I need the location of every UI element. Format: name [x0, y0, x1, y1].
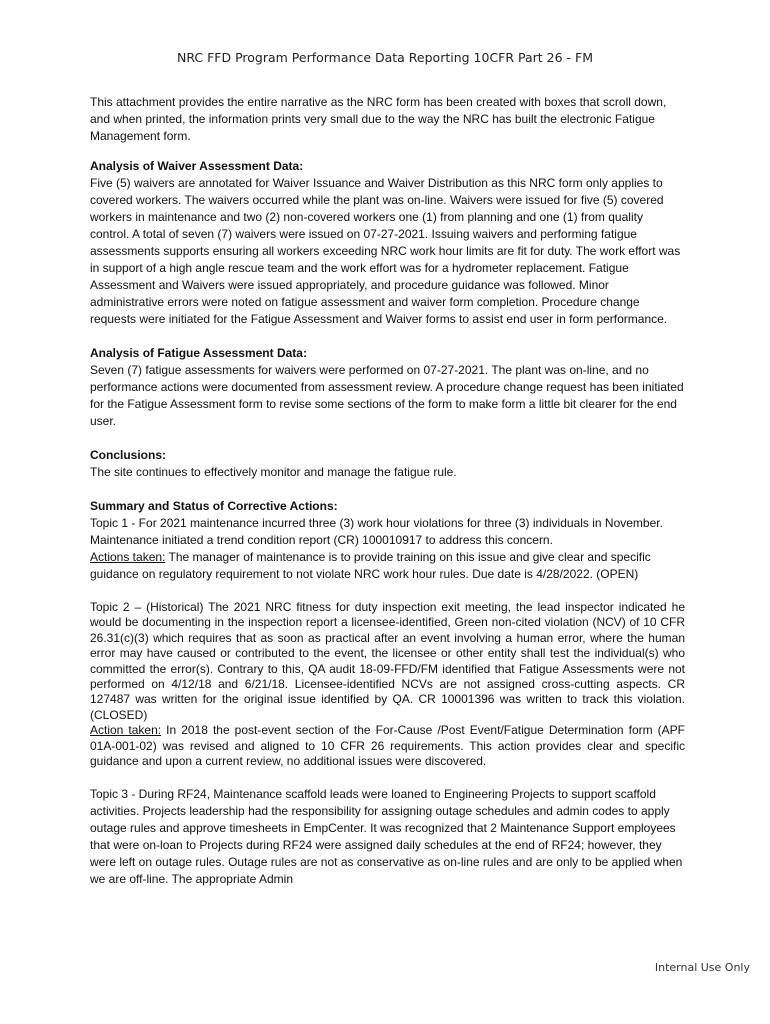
waiver-paragraph: Five (5) waivers are annotated for Waiver Issuance and Waiver Distribution as this NRC form only applies to covered workers. The waivers occurred while the plant was on-line. Waivers were issued for five (5) covered workers in maintenance and two (2) non-covered workers one (1) from planning and one (1) from quality control. A total of seven (7) waivers were issued on 07-27-2021. Issuing waivers and performing fatigue assessments supports ensuring all workers exceeding NRC work hour limits are fit for duty. The work effort was in support of a high angle rescue team and the work effort was for a hydrometer replacement. Fatigue Assessment and Waivers were issued appropriately, and procedure guidance was followed. Minor administrative errors were noted on fatigue assessment and waiver form completion. Procedure change requests were initiated for the Fatigue Assessment and Waiver forms to assist end user in form performance.: [90, 176, 681, 326]
conclusions-paragraph: The site continues to effectively monitor and manage the fatigue rule.: [90, 465, 457, 479]
summary-heading: Summary and Status of Corrective Actions:: [90, 499, 338, 513]
topic2-actions: [90, 723, 685, 769]
fatigue-paragraph: Seven (7) fatigue assessments for waivers were performed on 07-27-2021. The plant was on-line, and no performance actions were documented from assessment review. A procedure change request has been initiated for the Fatigue Assessment form to revise some sections of the form to make form a little bit clearer for the end user.: [90, 363, 684, 428]
conclusions-heading: Conclusions:: [90, 448, 167, 462]
topic1-paragraph: Topic 1 - For 2021 maintenance incurred three (3) work hour violations for three (3) individuals in November. Maintenance initiated a trend condition report (CR) 100010917 to address this concern.: [90, 516, 663, 547]
topic1-actions: [90, 549, 685, 583]
document-body: [90, 94, 685, 888]
intro-paragraph: This attachment provides the entire narrative as the NRC form has been created with boxes that scroll down, and when printed, the information prints very small due to the way the NRC has built the electronic Fatigue Management form.: [90, 95, 667, 143]
waiver-heading: Analysis of Waiver Assessment Data:: [90, 159, 304, 173]
topic2-actions-label: Action taken:: [90, 723, 162, 738]
topic1-actions-text: The manager of maintenance is to provide training on this issue and give clear and specific guidance on regulatory requirement to not violate NRC work hour rules. Due date is 4/28/2022. (OPEN): [90, 550, 651, 581]
topic2-actions-text: In 2018 the post-event section of the For-Cause /Post Event/Fatigue Determination form (APF 01A-001-02) was revised and aligned to 10 CFR 26 requirements. This action provides clear and specific guidance and upon a current review, no additional issues were discovered.: [90, 723, 685, 769]
topic3-paragraph: Topic 3 - During RF24, Maintenance scaffold leads were loaned to Engineering Projects to support scaffold activities. Projects leadership had the responsibility for assigning outage schedules and admin codes to apply outage rules and approve timesheets in EmpCenter. It was recognized that 2 Maintenance Support employees that were on-loan to Projects during RF24 were assigned daily schedules at the end of RF24; however, they were left on outage rules. Outage rules are not as conservative as on-line rules and are only to be applied when we are off-line. The appropriate Admin: [90, 787, 683, 887]
page-header: NRC FFD Program Performance Data Reporting 10CFR Part 26 - FM: [176, 50, 594, 65]
topic2-paragraph: Topic 2 – (Historical) The 2021 NRC fitness for duty inspection exit meeting, the lead inspector indicated he would be documenting in the inspection report a licensee-identified, Green non-cited violation (NCV) of 10 CFR 26.31(c)(3) which requires that as soon as practical after an event involving a human error, where the human error may have caused or contributed to the event, the licensee or other entity shall test the individual(s) who committed the error(s). Contrary to this, QA audit 18-09-FFD/FM identified that Fatigue Assessments were not performed on 4/12/18 and 6/21/18. Licensee-identified NCVs are not assigned cross-cutting aspects. CR 127487 was written for the original issue identified by QA. CR 10001396 was written to track this violation. (CLOSED): [90, 600, 685, 722]
fatigue-heading: Analysis of Fatigue Assessment Data:: [90, 346, 307, 360]
topic1-actions-label: Actions taken:: [90, 550, 166, 564]
footer-label: Internal Use Only: [654, 961, 750, 974]
